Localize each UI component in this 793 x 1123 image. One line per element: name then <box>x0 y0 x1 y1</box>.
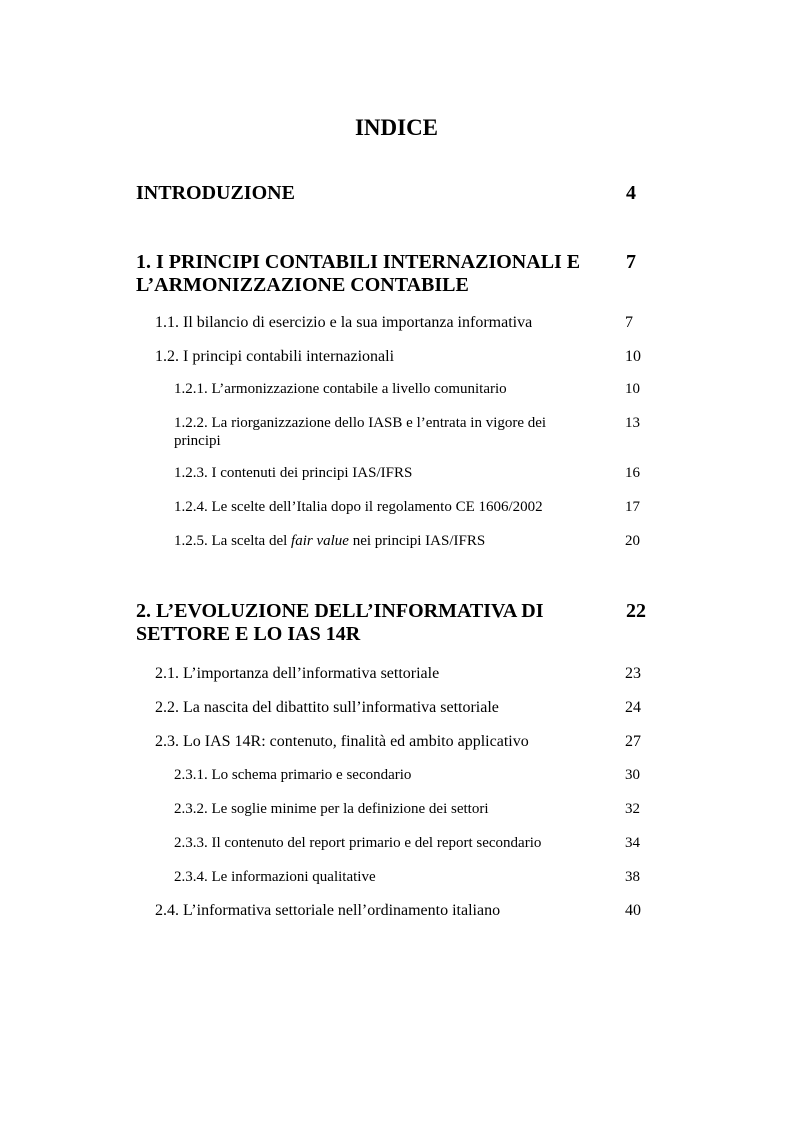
toc-entry-label: 1. I PRINCIPI CONTABILI INTERNAZIONALI E L’ARMONIZZAZIONE CONTABILE <box>136 251 581 296</box>
toc-entry-label: 2.1. L’importanza dell’informativa settoriale <box>155 665 440 682</box>
toc-entry-label <box>174 532 579 550</box>
toc-entry-label-end: nei principi IAS/IFRS <box>348 533 486 549</box>
toc-entry-label: 2.3.3. Il contenuto del report primario e del report secondario <box>174 835 542 851</box>
toc-entry-label: INTRODUZIONE <box>136 182 295 204</box>
toc-entry-label: 2.3.1. Lo schema primario e secondario <box>174 767 412 783</box>
toc-entry-label-italic: fair value <box>291 533 349 549</box>
toc-entry-page: 7 <box>625 314 633 331</box>
toc-entry-label: 2.2. La nascita del dibattito sull’informativa settoriale <box>155 699 499 716</box>
toc-entry-page: 13 <box>625 415 640 431</box>
toc-entry-label: 1.1. Il bilancio di esercizio e la sua importanza informativa <box>155 314 533 331</box>
toc-entry-label: 2.3. Lo IAS 14R: contenuto, finalità ed ambito applicativo <box>155 733 529 750</box>
toc-entry-page: 23 <box>625 665 641 682</box>
toc-entry-page: 10 <box>625 348 641 365</box>
toc-entry-page: 40 <box>625 902 641 919</box>
toc-entry-page: 22 <box>626 600 646 622</box>
toc-entry-label-start: 1.2.5. La scelta del <box>174 533 292 549</box>
toc-entry-page: 17 <box>625 499 640 515</box>
toc-entry-page: 20 <box>625 533 640 549</box>
toc-entry-page: 27 <box>625 733 641 750</box>
toc-entry-page: 24 <box>625 699 641 716</box>
toc-entry-label: 1.2. I principi contabili internazionali <box>155 348 395 365</box>
toc-entry-page: 16 <box>625 465 640 481</box>
toc-entry-label: 1.2.2. La riorganizzazione dello IASB e l’entrata in vigore dei principi <box>174 415 547 449</box>
page-title: INDICE <box>354 115 439 140</box>
toc-entry-page: 10 <box>625 381 640 397</box>
toc-entry-label: 2.3.4. Le informazioni qualitative <box>174 869 376 885</box>
toc-entry-page: 32 <box>625 801 640 817</box>
toc-entry-page: 7 <box>626 251 636 273</box>
toc-entry-label: 2. L’EVOLUZIONE DELL’INFORMATIVA DI SETTORE E LO IAS 14R <box>136 600 544 645</box>
toc-entry-page: 38 <box>625 869 640 885</box>
toc-entry-page: 30 <box>625 767 640 783</box>
toc-entry-label: 1.2.3. I contenuti dei principi IAS/IFRS <box>174 465 413 481</box>
toc-entry-label: 2.4. L’informativa settoriale nell’ordinamento italiano <box>155 902 501 919</box>
toc-entry-label: 1.2.1. L’armonizzazione contabile a livello comunitario <box>174 381 507 397</box>
toc-entry-label: 1.2.4. Le scelte dell’Italia dopo il regolamento CE 1606/2002 <box>174 499 543 515</box>
toc-entry-page: 34 <box>625 835 640 851</box>
toc-entry-page: 4 <box>626 182 636 204</box>
toc-entry-label: 2.3.2. Le soglie minime per la definizione dei settori <box>174 801 489 817</box>
